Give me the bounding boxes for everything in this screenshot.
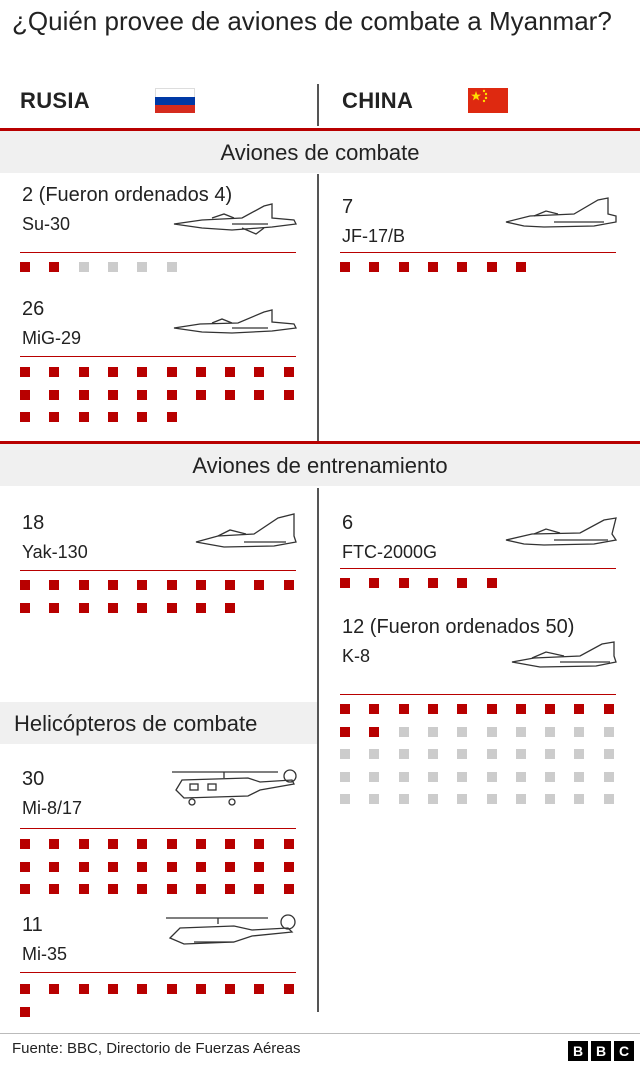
ordered-unit-square [399,772,409,782]
ordered-unit-square [428,772,438,782]
delivered-unit-square [108,367,118,377]
delivered-unit-square [225,839,235,849]
delivered-unit-square [225,984,235,994]
delivered-unit-square [399,262,409,272]
delivered-unit-square [457,578,467,588]
delivered-unit-square [399,704,409,714]
ftc2000g-rule [340,568,616,569]
jf17-rule [340,252,616,253]
ordered-unit-square [487,772,497,782]
fighter-jet-icon [172,200,298,236]
ordered-unit-square [604,772,614,782]
delivered-unit-square [254,580,264,590]
bbc-logo-letter: B [568,1041,588,1061]
ordered-unit-square [399,727,409,737]
delivered-unit-square [20,412,30,422]
delivered-unit-square [225,390,235,400]
k8-name: K-8 [342,646,371,666]
ordered-unit-square [428,727,438,737]
delivered-unit-square [79,984,89,994]
section-fighters-heading: Aviones de combate [0,131,640,173]
su30-count: 2 (Fueron ordenados 4) [22,184,233,206]
header-divider [317,84,319,126]
delivered-unit-square [254,839,264,849]
footer-divider [0,1033,640,1034]
delivered-unit-square [49,580,59,590]
delivered-unit-square [369,578,379,588]
delivered-unit-square [49,262,59,272]
delivered-unit-square [167,839,177,849]
delivered-unit-square [254,884,264,894]
ordered-unit-square [545,749,555,759]
delivered-unit-square [284,839,294,849]
delivered-unit-square [49,412,59,422]
ordered-unit-square [369,772,379,782]
attack-helicopter-icon [164,908,298,952]
delivered-unit-square [137,984,147,994]
delivered-unit-square [167,884,177,894]
delivered-unit-square [284,367,294,377]
page-title: ¿Quién provee de aviones de combate a Myanmar? [12,6,612,36]
yak130-rule [20,570,296,571]
ordered-unit-square [399,749,409,759]
delivered-unit-square [196,984,206,994]
k8-rule [340,694,616,695]
delivered-unit-square [79,884,89,894]
mi35-count: 11 [22,914,43,936]
delivered-unit-square [49,839,59,849]
delivered-unit-square [254,862,264,872]
ordered-unit-square [604,794,614,804]
delivered-unit-square [137,580,147,590]
delivered-unit-square [137,862,147,872]
delivered-unit-square [108,862,118,872]
trainer-jet-icon [194,512,298,550]
delivered-unit-square [108,603,118,613]
delivered-unit-square [487,704,497,714]
ordered-unit-square [167,262,177,272]
delivered-unit-square [137,884,147,894]
bbc-logo-letter: C [614,1041,634,1061]
ordered-unit-square [487,794,497,804]
delivered-unit-square [225,367,235,377]
ordered-unit-square [457,727,467,737]
delivered-unit-square [487,262,497,272]
delivered-unit-square [20,839,30,849]
ordered-unit-square [516,749,526,759]
ordered-unit-square [108,262,118,272]
delivered-unit-square [574,704,584,714]
delivered-unit-square [49,390,59,400]
delivered-unit-square [20,580,30,590]
ordered-unit-square [457,772,467,782]
delivered-unit-square [428,704,438,714]
delivered-unit-square [516,262,526,272]
ordered-unit-square [574,772,584,782]
delivered-unit-square [137,603,147,613]
delivered-unit-square [225,580,235,590]
ordered-unit-square [545,794,555,804]
delivered-unit-square [79,390,89,400]
ordered-unit-square [428,749,438,759]
delivered-unit-square [196,862,206,872]
delivered-unit-square [196,580,206,590]
ordered-unit-square [574,749,584,759]
delivered-unit-square [254,390,264,400]
ordered-unit-square [516,727,526,737]
ordered-unit-square [428,794,438,804]
ordered-unit-square [399,794,409,804]
mi35-rule [20,972,296,973]
delivered-unit-square [196,603,206,613]
delivered-unit-square [137,390,147,400]
country-russia-label: RUSIA [20,88,90,113]
ordered-unit-square [457,749,467,759]
delivered-unit-square [284,580,294,590]
ordered-unit-square [604,749,614,759]
russia-flag-icon [155,88,195,113]
delivered-unit-square [167,367,177,377]
fighter-jet-icon [172,308,298,340]
delivered-unit-square [428,262,438,272]
delivered-unit-square [167,412,177,422]
ordered-unit-square [369,794,379,804]
ordered-unit-square [340,749,350,759]
delivered-unit-square [340,704,350,714]
delivered-unit-square [49,367,59,377]
ftc2000g-count: 6 [342,512,354,534]
delivered-unit-square [196,367,206,377]
ordered-unit-square [487,727,497,737]
delivered-unit-square [428,578,438,588]
ordered-unit-square [457,794,467,804]
column-divider-fighters [317,174,319,442]
delivered-unit-square [340,727,350,737]
mig29-rule [20,356,296,357]
delivered-unit-square [284,390,294,400]
delivered-unit-square [604,704,614,714]
delivered-unit-square [20,884,30,894]
delivered-unit-square [284,884,294,894]
delivered-unit-square [369,704,379,714]
mi817-name: Mi-8/17 [22,798,83,818]
delivered-unit-square [225,603,235,613]
trainer-jet-icon [510,640,618,672]
delivered-unit-square [49,884,59,894]
yak130-count: 18 [22,512,45,534]
mi35-name: Mi-35 [22,944,68,964]
ordered-unit-square [604,727,614,737]
section-trainers-heading: Aviones de entrenamiento [0,444,640,486]
delivered-unit-square [457,704,467,714]
delivered-unit-square [254,984,264,994]
delivered-unit-square [196,390,206,400]
delivered-unit-square [79,603,89,613]
fighter-jet-icon [504,196,618,232]
delivered-unit-square [137,839,147,849]
ordered-unit-square [574,727,584,737]
country-china-label: CHINA [342,88,414,113]
delivered-unit-square [254,367,264,377]
ordered-unit-square [369,749,379,759]
ordered-unit-square [516,772,526,782]
delivered-unit-square [20,262,30,272]
delivered-unit-square [79,839,89,849]
delivered-unit-square [284,862,294,872]
delivered-unit-square [108,390,118,400]
delivered-unit-square [516,704,526,714]
delivered-unit-square [20,367,30,377]
delivered-unit-square [20,390,30,400]
ordered-unit-square [545,727,555,737]
delivered-unit-square [196,884,206,894]
delivered-unit-square [399,578,409,588]
delivered-unit-square [487,578,497,588]
delivered-unit-square [369,262,379,272]
delivered-unit-square [20,603,30,613]
delivered-unit-square [369,727,379,737]
delivered-unit-square [340,578,350,588]
delivered-unit-square [49,603,59,613]
ordered-unit-square [516,794,526,804]
delivered-unit-square [79,367,89,377]
ordered-unit-square [574,794,584,804]
delivered-unit-square [167,580,177,590]
ordered-unit-square [79,262,89,272]
bbc-logo-letter: B [591,1041,611,1061]
china-flag-icon [468,88,508,113]
delivered-unit-square [49,984,59,994]
delivered-unit-square [137,412,147,422]
jf17-count: 7 [342,196,354,218]
helicopter-icon [168,764,298,808]
delivered-unit-square [108,580,118,590]
delivered-unit-square [20,984,30,994]
k8-count: 12 (Fueron ordenados 50) [342,616,575,638]
delivered-unit-square [49,862,59,872]
delivered-unit-square [20,1007,30,1017]
delivered-unit-square [225,884,235,894]
trainer-jet-icon [504,516,618,550]
delivered-unit-square [225,862,235,872]
ordered-unit-square [137,262,147,272]
mig29-name: MiG-29 [22,328,82,348]
delivered-unit-square [79,412,89,422]
delivered-unit-square [108,412,118,422]
column-divider-trainers [317,488,319,1012]
yak130-name: Yak-130 [22,542,88,562]
mig29-count: 26 [22,298,45,320]
delivered-unit-square [79,580,89,590]
ftc2000g-name: FTC-2000G [342,542,438,562]
delivered-unit-square [137,367,147,377]
delivered-unit-square [340,262,350,272]
delivered-unit-square [79,862,89,872]
delivered-unit-square [167,862,177,872]
delivered-unit-square [457,262,467,272]
delivered-unit-square [167,984,177,994]
delivered-unit-square [167,390,177,400]
ordered-unit-square [487,749,497,759]
delivered-unit-square [108,839,118,849]
delivered-unit-square [108,884,118,894]
mi817-rule [20,828,296,829]
delivered-unit-square [284,984,294,994]
delivered-unit-square [545,704,555,714]
su30-name: Su-30 [22,214,71,234]
ordered-unit-square [545,772,555,782]
mi817-count: 30 [22,768,45,790]
delivered-unit-square [108,984,118,994]
section-helicopters-heading: Helicópteros de combate [0,702,317,744]
delivered-unit-square [167,603,177,613]
delivered-unit-square [20,862,30,872]
source-note: Fuente: BBC, Directorio de Fuerzas Aéreas [12,1040,301,1057]
ordered-unit-square [340,794,350,804]
delivered-unit-square [196,839,206,849]
su30-rule [20,252,296,253]
jf17-name: JF-17/B [342,226,406,246]
ordered-unit-square [340,772,350,782]
bbc-logo [568,1041,634,1061]
